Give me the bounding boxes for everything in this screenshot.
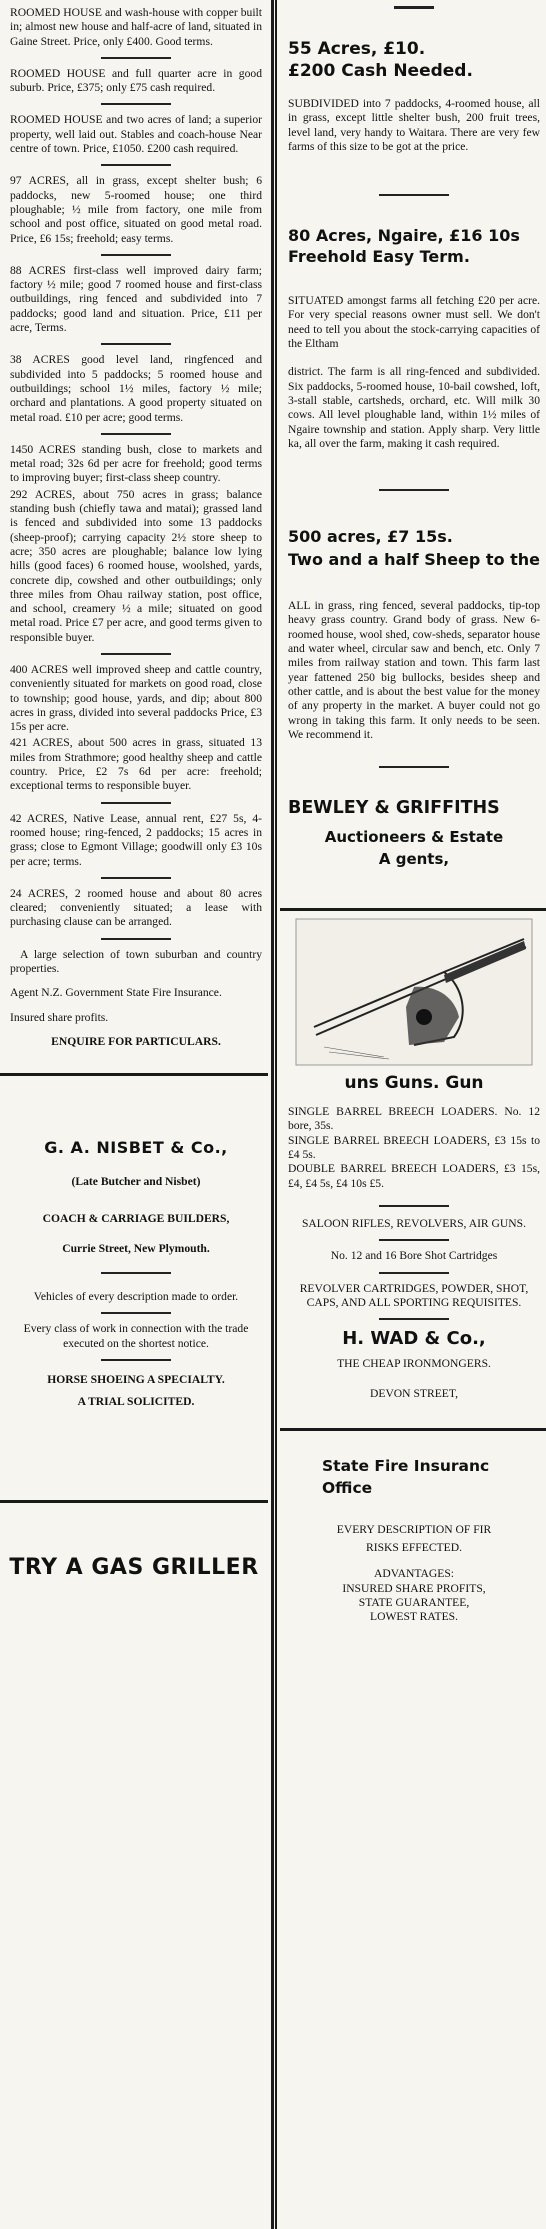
agent-note: Agent N.Z. Government State Fire Insurance. [10,986,222,1000]
separator [101,57,171,59]
company-tagline: THE CHEAP IRONMONGERS. [337,1357,491,1371]
listing-ad: ROOMED HOUSE and full quarter acre in good suburb. Price, £375; only £75 cash required. [10,66,262,95]
separator [101,877,171,879]
separator [101,653,171,655]
ad-subheadline: £200 Cash Needed. [288,61,473,81]
revolver-cartridges: REVOLVER CARTRIDGES, POWDER, SHOT, CAPS, AND ALL SPORTING REQUISITES. [299,1281,529,1309]
separator [101,1272,171,1274]
cartridges: No. 12 and 16 Bore Shot Cartridges [330,1249,498,1263]
insurance-line2: RISKS EFFECTED. [366,1540,462,1554]
listing-ad: 38 ACRES good level land, ringfenced and subdivided into 5 paddocks; 5 roomed house and outbuildings; school 1½ miles, factory ½ mile; orchard and plantations. A good property situated on metal road. £10 per acre; good terms. [10,353,262,424]
firm-name: BEWLEY & GRIFFITHS [288,798,500,819]
nisbet-trade: COACH & CARRIAGE BUILDERS, [42,1211,230,1225]
left-column [0,0,268,2229]
nisbet-ad [0,1138,268,1409]
ad-body-cont: district. The farm is all ring-fenced and subdivided. Six paddocks, 5-roomed house, 10-bail cowshed, loft, 3-stall stable, cartsheds, orchard, etc. Will milk 30 cows. All level ploughable land, within 1½ miles of Ngaire township and station. Apply sharp. Very little ka, all over the farm, making it cash required. [288,365,540,450]
bewley-griffiths-ad [288,798,540,868]
separator [101,343,171,345]
gas-griller-headline: TRY A GAS GRILLER [9,1554,259,1580]
farm-ad-55-acres [288,39,540,154]
nisbet-shoeing: HORSE SHOEING A SPECIALTY. [47,1373,225,1386]
firm-line2: A gents, [378,850,450,869]
listing-ad: 88 ACRES first-class well improved dairy farm; factory ½ mile; good 7 roomed house and first-class outbuildings, ring fenced and subdivided into 7 paddocks; good land and situation. Price, £11 per acre, Terms. [10,263,262,335]
listing-ad: 97 ACRES, all in grass, except shelter bush; 6 paddocks, new 5-roomed house; one third ploughable; ½ mile from factory, one mile from school and post office, situated on good metal road. Price, £6 15s; freehold; easy terms. [10,174,262,245]
agency-block [10,948,262,1049]
saloon-rifles: SALOON RIFLES, REVOLVERS, AIR GUNS. [301,1216,527,1230]
ad-body: SITUATED amongst farms all fetching £20 per acre. For very special reasons owner must sell. We don't need to tell you about the stock-carrying capacities of the Eltham [288,294,540,351]
single-barrel-2: SINGLE BARREL BREECH LOADERS, £3 15s to £4 5s. [288,1133,540,1162]
enquire-note: ENQUIRE FOR PARTICULARS. [51,1034,221,1048]
separator [101,1312,171,1314]
top-rule [394,6,434,9]
ad-body: SUBDIVIDED into 7 paddocks, 4-roomed house, all in grass, except little shelter bush, 200 fruit trees, level land, very handy to Waitara. There are very few farms of this size to be got at the price. [288,97,540,153]
separator [379,766,449,768]
nisbet-trial: A TRIAL SOLICITED. [77,1395,195,1409]
double-barrel: DOUBLE BARREL BREECH LOADERS, £3 15s, £4, £4 5s, £4 10s £5. [288,1162,540,1190]
listing-ad: ROOMED HOUSE and wash-house with copper built in; almost new house and half-acre of land, situated in Gaine Street. Price, only £400. Good terms. [10,6,262,48]
listing-ad: 421 ACRES, about 500 acres in grass, situated 13 miles from Strathmore; good healthy sheep and cattle country. Price, £2 7s 6d per acre: freehold; exceptional terms to responsible buyer. [10,736,262,793]
separator [379,194,449,196]
ad-body: ALL in grass, ring fenced, several paddocks, tip-top heavy grass country. Grand body of grass. New 6-roomed house, wool shed, cow-sheds, separator house and water wheel, circular saw and bench, etc. Only 7 miles from railway station and town. This farm last year fattened 250 big bullocks, besides sheep and other cattle, and is about the best value for the money of any property in the market. A buyer could not go wrong in taking this farm. It only needs to be seen. We recommend it. [288,599,540,741]
single-barrel-1: SINGLE BARREL BREECH LOADERS. No. 12 bore, 35s. [288,1105,540,1133]
listing-ad: 292 ACRES, about 750 acres in grass; balance standing bush (chiefly tawa and matai); grassed land is fenced and subdivided into some 13 paddocks (sheep-proof); carrying capacity 2½ store sheep to acre; 350 acres are ploughable; balance low lying hills (good faces) 6 roomed house, woolshed, yards, concrete dip, cowshed and other outbuildings; only three miles from Ohau railway station, post office, and school, creamery ½ a mile; situated on good metal road. Price £7 per acre, and good terms given to responsible buyer. [10,487,262,644]
separator [379,1272,449,1274]
company-name: H. WAD & Co., [342,1328,486,1350]
company-street: DEVON STREET, [369,1387,459,1401]
separator [379,489,449,491]
separator [101,1359,171,1361]
firm-line1: Auctioneers & Estate [324,828,504,847]
selection-note: A large selection of town suburban and country properties. [10,947,262,976]
section-rule [0,1500,268,1503]
advantages-label: ADVANTAGES: [373,1567,455,1581]
separator [379,1318,449,1320]
ad-subheadline: Freehold Easy Term. [288,247,470,267]
advantage-3: LOWEST RATES. [369,1610,459,1624]
guns-headline: uns Guns. Gun [344,1073,484,1094]
insurance-title: State Fire Insuranc [322,1456,490,1475]
nisbet-every-class: Every class of work in connection with the trade executed on the shortest notice. [23,1322,249,1350]
section-rule [280,908,546,911]
ad-headline: 80 Acres, Ngaire, £16 10s [288,226,520,246]
separator [101,938,171,940]
separator [101,103,171,105]
ad-headline: 55 Acres, £10. [288,39,426,59]
guns-ad [280,917,546,1402]
separator [379,1239,449,1241]
ad-headline: 500 acres, £7 15s. [288,527,453,547]
listing-ad: 24 ACRES, 2 roomed house and about 80 acres cleared; conveniently situated; a lease with purchasing clause can be arranged. [10,886,262,929]
right-column [280,0,546,2229]
shotgun-illustration [294,917,534,1067]
nisbet-vehicles: Vehicles of every description made to order. [33,1290,239,1304]
column-rule-thin [275,0,277,2229]
profits-note: Insured share profits. [10,1010,109,1024]
nisbet-name: G. A. NISBET & Co., [44,1138,228,1158]
separator [379,1205,449,1207]
section-rule [280,1428,546,1431]
advantage-1: INSURED SHARE PROFITS, [342,1581,486,1595]
listing-ad: ROOMED HOUSE and two acres of land; a superior property, well laid out. Stables and coach-house Near centre of town. Price, £1050. £200 cash required. [10,113,262,156]
separator [101,164,171,166]
state-fire-insurance-ad [280,1457,546,1625]
separator [101,802,171,804]
column-rule [271,0,274,2229]
ad-subheadline: Two and a half Sheep to the [288,550,541,570]
separator [101,433,171,435]
nisbet-late: (Late Butcher and Nisbet) [71,1175,201,1189]
listing-ad: 42 ACRES, Native Lease, annual rent, £27 5s, 4-roomed house; ring-fenced, 2 paddocks; 15 acres in grass; close to Egmont Village; goodwill only £3 10s per acre; terms. [10,811,262,868]
advantage-2: STATE GUARANTEE, [358,1595,470,1609]
nisbet-address: Currie Street, New Plymouth. [62,1241,210,1255]
section-rule [0,1073,268,1076]
insurance-office: Office [322,1478,373,1497]
farm-ad-500-acres [288,527,540,742]
separator [101,254,171,256]
farm-ad-80-acres [288,226,540,451]
insurance-line1: EVERY DESCRIPTION OF FIR [336,1522,492,1536]
listing-ad: 400 ACRES well improved sheep and cattle country, conveniently situated for markets on good road, close to township; good house, yards, and dip; about 800 acres in grass, divided into several paddocks Price, £3 15s per acre. [10,662,262,734]
listing-ad: 1450 ACRES standing bush, close to markets and metal road; 32s 6d per acre for freehold; good terms to improving buyer; first-class sheep country. [10,442,262,485]
